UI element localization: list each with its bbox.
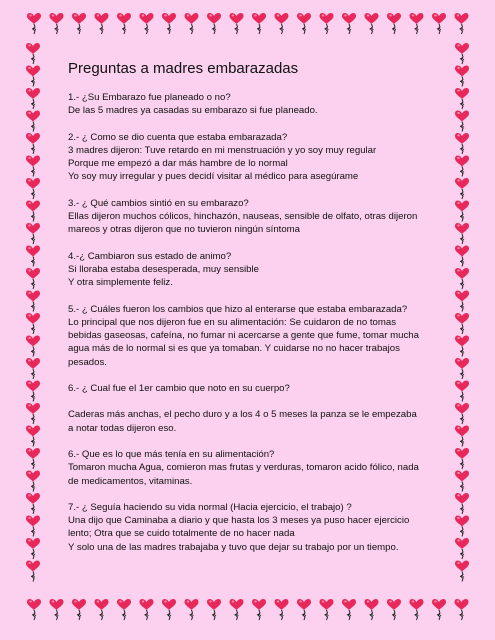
heart-balloon-icon [455,426,469,447]
heart-balloon-icon [26,201,40,222]
heart-balloon-icon [365,13,379,34]
heart-balloon-icon [410,599,424,620]
heart-balloon-icon [455,358,469,379]
heart-balloon-icon [320,13,334,34]
heart-balloon-icon [26,43,40,64]
question-block [68,501,440,554]
heart-balloon-icon [410,13,424,34]
heart-balloon-icon [320,599,334,620]
answer-line: Si lloraba estaba desesperada, muy sensible [68,263,259,275]
question-block [68,131,440,184]
heart-balloon-icon [26,448,40,469]
heart-balloon-icon [230,599,244,620]
heart-balloon-icon [365,599,379,620]
heart-balloon-icon [95,13,109,34]
answer-line: de medicamentos, vitaminas. [68,475,193,487]
question-block [68,197,440,237]
heart-balloon-icon [455,43,469,64]
heart-balloon-icon [342,599,356,620]
heart-balloon-icon [72,599,86,620]
heart-balloon-icon [26,268,40,289]
heart-balloon-icon [26,133,40,154]
heart-balloon-icon [455,291,469,312]
heart-balloon-icon [26,381,40,402]
heart-balloon-icon [26,66,40,87]
heart-balloon-icon [95,599,109,620]
heart-balloon-icon [455,246,469,267]
page-title: Preguntas a madres embarazadas [68,60,299,77]
heart-balloon-icon [252,13,266,34]
heart-balloon-icon [455,88,469,109]
question-block [68,303,440,369]
heart-balloon-icon [26,426,40,447]
answer-line: 3 madres dijeron: Tuve retardo en mi menstruación y yo soy muy regular [68,144,377,156]
answer-line: Lo principal que nos dijeron fue en su alimentación: Se cuidaron de no tomas [68,316,396,328]
heart-balloon-icon [140,13,154,34]
question-line: 2.- ¿ Como se dio cuenta que estaba embarazada? [68,131,288,143]
heart-balloon-icon [455,13,469,34]
document-body [68,60,440,567]
heart-balloon-icon [455,493,469,514]
question-block [68,250,440,290]
heart-balloon-icon [117,599,131,620]
heart-balloon-icon [252,599,266,620]
answer-line: Ellas dijeron muchos cólicos, hinchazón, nauseas, sensible de olfato, otras dijeron [68,211,418,223]
heart-balloon-icon [455,66,469,87]
heart-balloon-icon [297,13,311,34]
heart-balloon-icon [26,178,40,199]
heart-balloon-icon [387,599,401,620]
answer-line [68,395,440,408]
heart-balloon-icon [455,561,469,582]
question-line: 3.- ¿ Qué cambios sintió en su embarazo? [68,197,249,209]
heart-balloon-icon [455,268,469,289]
heart-balloon-icon [455,156,469,177]
answer-line: a notar todas dijeron eso. [68,422,177,434]
heart-balloon-icon [26,516,40,537]
heart-balloon-icon [140,599,154,620]
heart-balloon-icon [432,13,446,34]
heart-balloon-icon [26,246,40,267]
heart-balloon-icon [26,336,40,357]
heart-balloon-icon [230,13,244,34]
heart-balloon-icon [455,448,469,469]
heart-balloon-icon [50,13,64,34]
heart-balloon-icon [455,133,469,154]
answer-line: bebidas gaseosas, cafeína, no fumar ni acercarse a gente que fume, tomar mucha [68,330,419,342]
answer-line: lento; Otra que se cuido totalmente de no hacer nada [68,528,295,540]
heart-balloon-icon [185,13,199,34]
heart-balloon-icon [297,599,311,620]
heart-balloon-icon [455,223,469,244]
answer-line: Yo soy muy irregular y pues decidí visitar al médico para asegúrame [68,171,359,183]
question-line: 5.- ¿ Cuáles fueron los cambios que hizo al enterarse que estaba embarazada? [68,303,408,315]
question-block [68,91,440,118]
heart-balloon-icon [26,223,40,244]
heart-balloon-icon [117,13,131,34]
heart-balloon-icon [26,88,40,109]
heart-balloon-icon [26,561,40,582]
question-block [68,448,440,488]
heart-balloon-icon [50,599,64,620]
answer-line: Una dijo que Caminaba a diario y que hasta los 3 meses ya puso hacer ejercicio [68,515,410,527]
heart-balloon-icon [162,13,176,34]
heart-balloon-icon [27,599,41,620]
heart-balloon-icon [455,336,469,357]
answer-line: pesados. [68,356,107,368]
heart-balloon-icon [26,538,40,559]
heart-balloon-icon [26,291,40,312]
heart-balloon-icon [162,599,176,620]
heart-balloon-icon [207,13,221,34]
heart-balloon-icon [455,111,469,132]
answer-line: Tomaron mucha Agua, comieron mas frutas y verduras, tomaron acido fólico, nada [68,462,419,474]
heart-balloon-icon [455,313,469,334]
answer-line: De las 5 madres ya casadas su embarazo si fue planeado. [68,105,318,117]
heart-balloon-icon [26,403,40,424]
heart-balloon-icon [455,381,469,402]
heart-balloon-icon [185,599,199,620]
heart-balloon-icon [455,538,469,559]
answer-line: Y solo una de las madres trabajaba y tuvo que dejar su trabajo por un tiempo. [68,541,399,553]
heart-balloon-icon [26,313,40,334]
heart-balloon-icon [455,516,469,537]
heart-balloon-icon [455,178,469,199]
heart-balloon-icon [455,599,469,620]
question-line: 6.- Que es lo que más tenía en su alimentación? [68,448,275,460]
heart-balloon-icon [387,13,401,34]
heart-balloon-icon [455,471,469,492]
heart-balloon-icon [72,13,86,34]
heart-balloon-icon [26,156,40,177]
answer-line: Porque me empezó a dar más hambre de lo normal [68,158,288,170]
question-list [68,91,440,554]
heart-balloon-icon [27,13,41,34]
question-block [68,382,440,435]
answer-line: agua más de lo normal si es que ya tomaban. Y cuidarse no no hacer trabajos [68,343,400,355]
heart-balloon-icon [432,599,446,620]
heart-balloon-icon [207,599,221,620]
heart-balloon-icon [26,471,40,492]
question-line: 6.- ¿ Cual fue el 1er cambio que noto en su cuerpo? [68,383,290,395]
heart-balloon-icon [455,403,469,424]
heart-balloon-icon [275,13,289,34]
heart-balloon-icon [26,111,40,132]
question-line: 1.- ¿Su Embarazo fue planeado o no? [68,92,231,103]
question-line: 7.- ¿ Seguía haciendo su vida normal (Hacia ejercicio, el trabajo) ? [68,501,352,513]
answer-line: mareos y otras dijeron que no tuvieron ningún síntoma [68,224,300,236]
question-line: 4.-¿ Cambiaron sus estado de animo? [68,250,232,262]
answer-line: Y otra simplemente feliz. [68,277,173,289]
heart-balloon-icon [455,201,469,222]
answer-line: Caderas más anchas, el pecho duro y a los 4 o 5 meses la panza se le empezaba [68,409,417,421]
heart-balloon-icon [26,358,40,379]
heart-balloon-icon [26,493,40,514]
heart-balloon-icon [342,13,356,34]
heart-balloon-icon [275,599,289,620]
